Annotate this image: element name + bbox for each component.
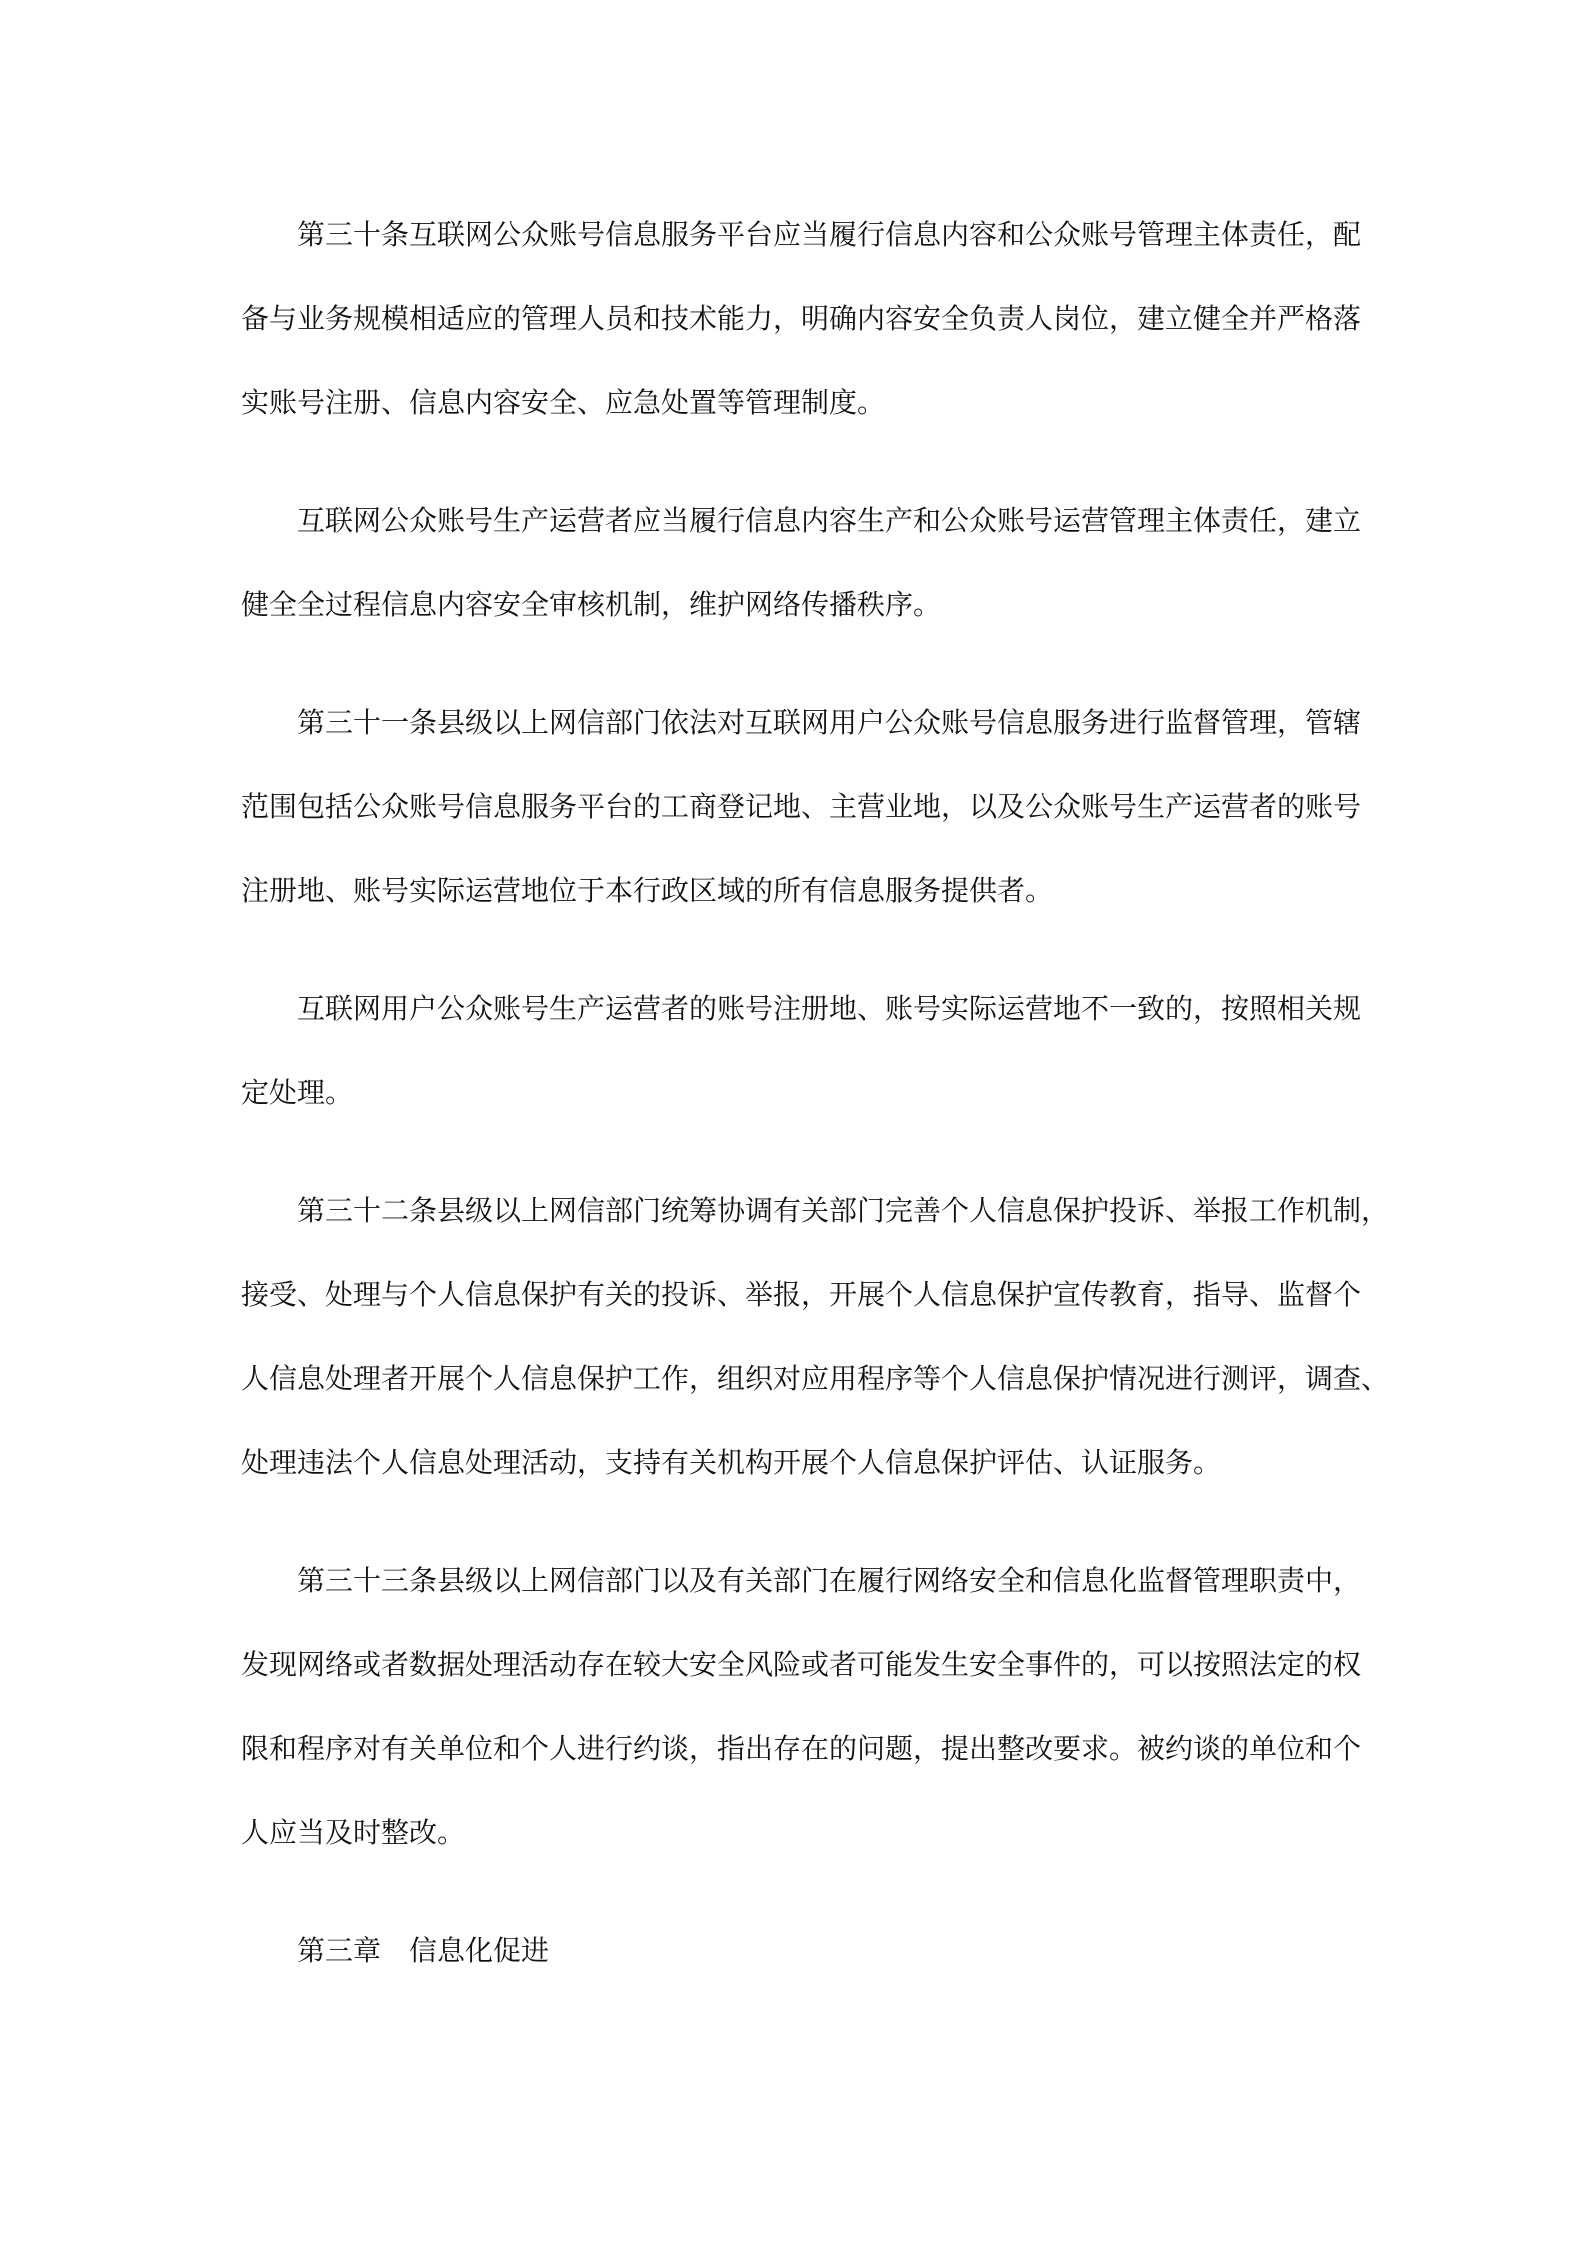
text-line: 备与业务规模相适应的管理人员和技术能力，明确内容安全负责人岗位，建立健全并严格落	[241, 302, 1362, 335]
text-line: 互联网公众账号生产运营者应当履行信息内容生产和公众账号运营管理主体责任，建立	[297, 504, 1362, 537]
text-line: 处理违法个人信息处理活动，支持有关机构开展个人信息保护评估、认证服务。	[241, 1446, 1222, 1479]
text-line: 人信息处理者开展个人信息保护工作，组织对应用程序等个人信息保护情况进行测评，调查、	[241, 1362, 1390, 1395]
article-paragraph	[241, 967, 1362, 1135]
text-line: 第三章 信息化促进	[297, 1934, 550, 1967]
text-line: 互联网用户公众账号生产运营者的账号注册地、账号实际运营地不一致的，按照相关规	[297, 992, 1362, 1025]
text-line: 范围包括公众账号信息服务平台的工商登记地、主营业地，以及公众账号生产运营者的账号	[241, 790, 1362, 823]
text-line: 实账号注册、信息内容安全、应急处置等管理制度。	[241, 386, 886, 419]
chapter-heading	[241, 1909, 1355, 1993]
text-line: 限和程序对有关单位和个人进行约谈，指出存在的问题，提出整改要求。被约谈的单位和个	[241, 1732, 1362, 1765]
article-paragraph	[241, 1169, 1390, 1505]
text-line: 发现网络或者数据处理活动存在较大安全风险或者可能发生安全事件的，可以按照法定的权	[241, 1648, 1362, 1681]
text-line: 健全全过程信息内容安全审核机制，维护网络传播秩序。	[241, 588, 942, 621]
article-paragraph	[241, 1539, 1362, 1875]
text-line: 第三十一条县级以上网信部门依法对互联网用户公众账号信息服务进行监督管理，管辖	[297, 706, 1362, 739]
article-paragraph	[241, 681, 1362, 933]
article-paragraph	[241, 479, 1362, 647]
document-body	[241, 193, 1390, 2027]
text-line: 第三十二条县级以上网信部门统筹协调有关部门完善个人信息保护投诉、举报工作机制，	[297, 1194, 1390, 1227]
text-line: 接受、处理与个人信息保护有关的投诉、举报，开展个人信息保护宣传教育，指导、监督个	[241, 1278, 1362, 1311]
text-line: 注册地、账号实际运营地位于本行政区域的所有信息服务提供者。	[241, 874, 1054, 907]
text-line: 定处理。	[241, 1076, 354, 1109]
text-line: 第三十三条县级以上网信部门以及有关部门在履行网络安全和信息化监督管理职责中，	[297, 1564, 1362, 1597]
text-line: 人应当及时整改。	[241, 1816, 466, 1849]
text-line: 第三十条互联网公众账号信息服务平台应当履行信息内容和公众账号管理主体责任，配	[297, 218, 1362, 251]
article-paragraph	[241, 193, 1362, 445]
